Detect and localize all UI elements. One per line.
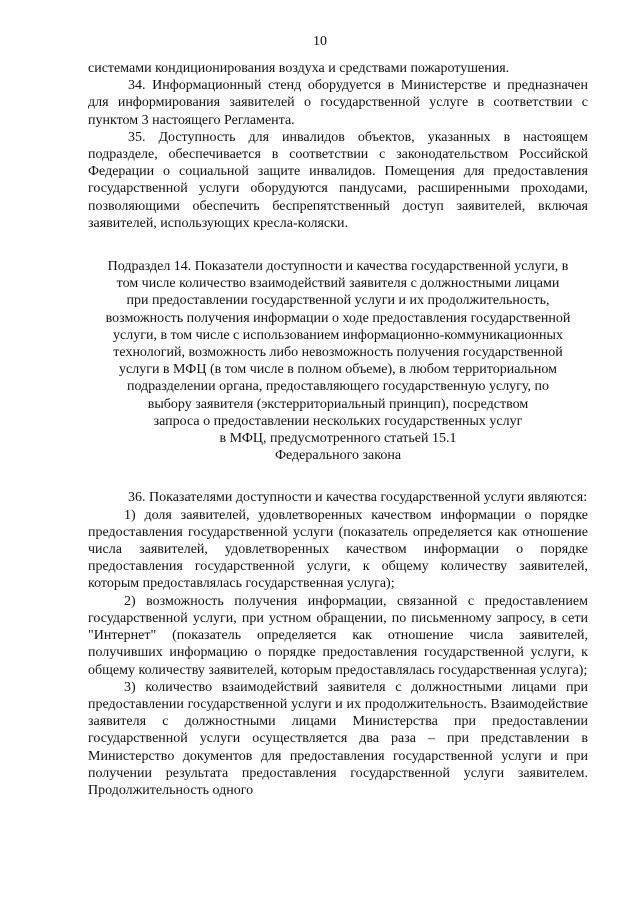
heading-line: услуги в МФЦ (в том числе в полном объеме), в любом территориальном bbox=[119, 362, 557, 378]
heading-line: Подраздел 14. Показатели доступности и качества государственной услуги, в bbox=[107, 259, 569, 275]
list-item: 2) возможность получения информации, связанной с предоставлением государственной услуги, при устном обращении, по письменному запросу, в сети "Интернет" (показатель определяется как отношение числа заявителей, получивших информацию о порядке предоставления государственной услуги, к общему количеству заявителей, которым предоставлялась государственная услуга); bbox=[88, 593, 588, 678]
paragraph-34: 34. Информационный стенд оборудуется в Министерстве и предназначен для информирования заявителей о государственной услуге в соответствии с пунктом 3 настоящего Регламента. bbox=[88, 78, 588, 128]
heading-line: при предоставлении государственной услуги и их продолжительность, bbox=[126, 293, 550, 309]
document-body bbox=[88, 60, 588, 799]
heading-line: выбору заявителя (экстерриториальный принцип), посредством bbox=[147, 396, 529, 412]
page-number: 10 bbox=[313, 34, 327, 49]
paragraph-36: 36. Показателями доступности и качества государственной услуги являются: bbox=[128, 490, 588, 506]
paragraph-continuation: системами кондиционирования воздуха и средствами пожаротушения. bbox=[88, 61, 510, 76]
list-item: 3) количество взаимодействий заявителя с должностными лицами при предоставлении государственной услуги и их продолжительность. Взаимодействие заявителя с должностными лицами Министерства при предоставлении государственной услуги осуществляется два раза – при представлении в Министерство документов для предоставления государственной услуги и при получении результата предоставления государственной услуги заявителем. Продолжительность одного bbox=[88, 679, 588, 798]
heading-line: в МФЦ, предусмотренного статьей 15.1 bbox=[219, 431, 457, 447]
heading-line: технологий, возможность либо невозможность получения государственной bbox=[113, 345, 563, 361]
heading-line: возможность получения информации о ходе предоставления государственной bbox=[105, 310, 571, 326]
heading-line: подразделении органа, предоставляющего государственную услугу, по bbox=[126, 379, 550, 395]
heading-line: услуги, в том числе с использованием информационно-коммуникационных bbox=[113, 327, 563, 343]
heading-line: том числе количество взаимодействий заявителя с должностными лицами bbox=[116, 276, 560, 292]
subsection-heading bbox=[88, 258, 588, 464]
spacer bbox=[88, 464, 588, 489]
list-item: 1) доля заявителей, удовлетворенных качеством информации о порядке предоставления государственной услуги (показатель определяется как отношение числа заявителей, удовлетворенных качеством информации о порядке предоставления государственной услуги, к общему количеству заявителей, которым предоставлялась государственная услуга); bbox=[88, 507, 588, 592]
paragraph-35: 35. Доступность для инвалидов объектов, указанных в настоящем подразделе, обеспечивается в соответствии с законодательством Российской Федерации о социальной защите инвалидов. Помещения для предоставления государственной услуги оборудуются пандусами, расширенными проходами, позволяющими обеспечить беспрепятственный доступ заявителей, включая заявителей, использующих кресла-коляски. bbox=[88, 129, 588, 231]
heading-line: Федерального закона bbox=[274, 448, 402, 464]
heading-line: запроса о предоставлении нескольких государственных услуг bbox=[153, 413, 523, 429]
